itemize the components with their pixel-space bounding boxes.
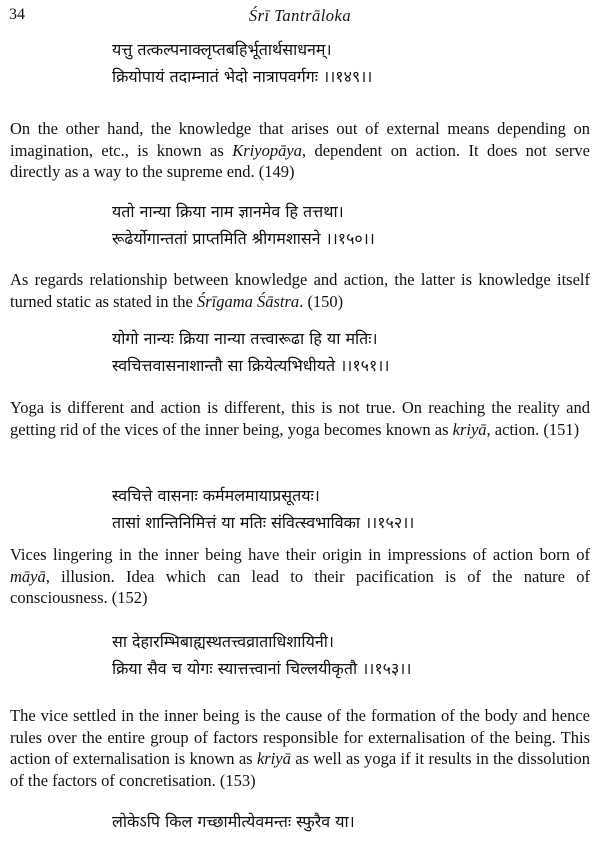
emphasis-term: kriyā xyxy=(256,749,291,768)
sanskrit-verse-151 xyxy=(112,325,552,379)
sanskrit-verse-152 xyxy=(112,482,552,536)
verse-line: यतो नान्या क्रिया नाम ज्ञानमेव हि तत्तथा। xyxy=(112,202,344,221)
sanskrit-verse-154 xyxy=(112,808,552,835)
running-title: Śrī Tantrāloka xyxy=(248,6,352,25)
verse-line: क्रिया सैव च योगः स्यात्तत्त्वानां चिल्लयीकृतौ ।।१५३।। xyxy=(112,659,412,678)
verse-line: स्वचित्तवासनाशान्तौ सा क्रियेत्यभिधीयते ।।१५१।। xyxy=(112,356,390,375)
translation-paragraph-153: The vice settled in the inner being is the cause of the formation of the body and hence rules over the entire group of factors responsible for externalisation of the being. This action of externalisation is known as kriyā as well as yoga if it results in the dissolution of the factors of concretisation. (153) xyxy=(10,706,591,790)
verse-line: तासां शान्तिनिमित्तं या मतिः संवित्स्वभाविका ।।१५२।। xyxy=(112,513,415,532)
verse-line: क्रियोपायं तदाम्नातं भेदो नात्रापवर्गगः ।।१४९।। xyxy=(112,67,373,86)
emphasis-term: Śrīgama Śāstra xyxy=(196,291,300,311)
verse-line: रूढेर्योगान्ततां प्राप्तमिति श्रीगमशासने ।।१५०।। xyxy=(112,229,375,248)
translation-paragraph-151: Yoga is different and action is different, this is not true. On reaching the reality and getting rid of the vices of the inner being, yoga becomes known as kriyā, action. (151) xyxy=(10,398,590,439)
emphasis-term: kriyā xyxy=(452,419,487,439)
sanskrit-verse-149 xyxy=(112,36,552,90)
page-header xyxy=(0,4,600,28)
sanskrit-verse-150 xyxy=(112,198,552,252)
emphasis-term: Kriyopāya xyxy=(232,140,302,160)
verse-line: सा देहारम्भिबाह्यस्थतत्त्वव्राताधिशायिनी। xyxy=(112,632,334,651)
emphasis-term: māyā xyxy=(10,566,46,586)
sanskrit-verse-153 xyxy=(112,628,552,682)
verse-line: योगो नान्यः क्रिया नान्या तत्त्वारूढा हि या मतिः। xyxy=(112,329,378,348)
translation-paragraph-150: As regards relationship between knowledge and action, the latter is knowledge itself turned static as stated in the Śrīgama Śāstra. (150) xyxy=(10,270,590,311)
verse-line: यत्तु तत्कल्पनाक्लृप्तबहिर्भूतार्थसाधनम्। xyxy=(112,40,332,59)
verse-line: लोकेऽपि किल गच्छामीत्येवमन्तः स्फुरैव या। xyxy=(112,812,355,831)
verse-line: स्वचित्ते वासनाः कर्ममलमायाप्रसूतयः। xyxy=(112,486,320,505)
translation-paragraph-152: Vices lingering in the inner being have their origin in impressions of action born of māyā, illusion. Idea which can lead to their pacification is of the nature of consciousness. (152) xyxy=(10,545,590,607)
translation-paragraph-149: On the other hand, the knowledge that arises out of external means depending on imagination, etc., is known as Kriyopāya, dependent on action. It does not serve directly as a way to the supreme end. (149) xyxy=(10,119,590,181)
page-number: 34 xyxy=(9,6,25,23)
